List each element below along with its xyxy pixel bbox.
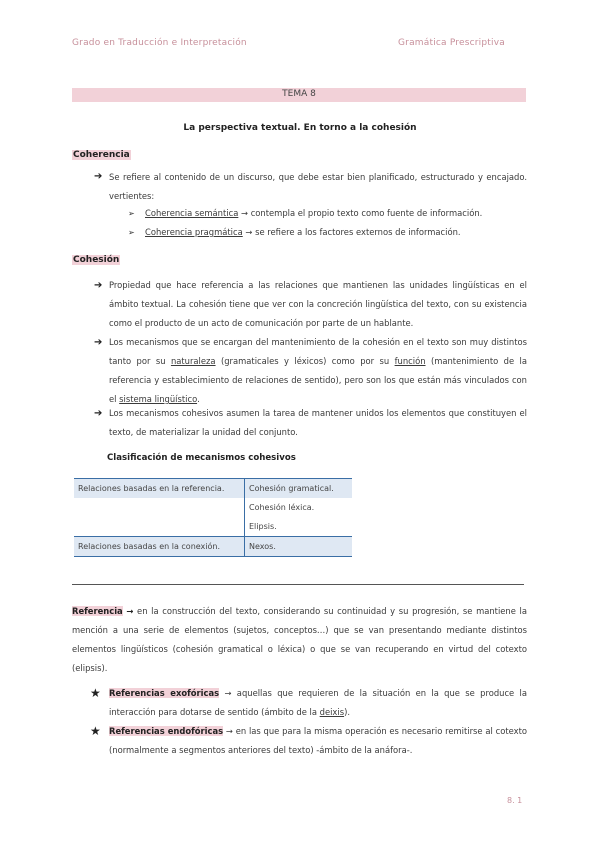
page-number: 8. 1	[507, 796, 523, 805]
exoforicas-paragraph	[109, 684, 527, 722]
topic-band	[72, 88, 526, 102]
referencia-paragraph	[72, 602, 527, 678]
exoforicas-text-b: ).	[344, 707, 351, 717]
section-divider	[72, 584, 524, 585]
bullet-arrow-icon: ➔	[94, 171, 103, 182]
heading-cohesion	[72, 255, 120, 265]
page-title: La perspectiva textual. En torno a la cohesión	[183, 123, 417, 133]
referencia-arrow: →	[126, 606, 134, 616]
table-cell: Cohesión gramatical.	[245, 479, 353, 499]
coherencia-paragraph: Se refiere al contenido de un discurso, que debe estar bien planificado, estructurado y encajado. vertientes:	[109, 172, 527, 201]
referencia-text: en la construcción del texto, considerando su continuidad y su progresión, se mantiene la mención a una serie de elementos (sujetos, conceptos…) que se van presentando mediante distintos elementos lingüísticos (cohesión gramatical o léxica) o que se van recuperando en virtud del cotexto (elipsis).	[72, 606, 527, 673]
star-bullet-icon: ★	[90, 724, 101, 738]
exoforicas-term: Referencias exofóricas	[109, 688, 220, 698]
classification-table	[74, 478, 352, 557]
heading-coherencia	[72, 150, 131, 160]
cohesion-p2-a: Los mecanismos que se encargan del mantenimiento de la cohesión en el texto son muy distintos tanto por su	[109, 337, 527, 366]
table-row	[74, 498, 352, 517]
cohesion-paragraph-3: Los mecanismos cohesivos asumen la tarea de mantener unidos los elementos que constituyen el texto, de materializar la unidad del conjunto.	[109, 408, 527, 437]
endoforicas-text: → en las que para la misma operación es necesario remitirse al cotexto (normalmente a segmentos anteriores del texto) -ámbito de la anáfora-.	[109, 726, 527, 755]
bullet-arrow-icon: ➔	[94, 337, 103, 348]
table-cell: Relaciones basadas en la referencia.	[74, 479, 245, 499]
sistema-linguistico-term: sistema lingüístico	[119, 394, 198, 404]
coherencia-semantica-term: Coherencia semántica	[145, 208, 239, 218]
endoforicas-term: Referencias endofóricas	[109, 726, 224, 736]
header-left: Grado en Traducción e Interpretación	[72, 38, 247, 48]
naturaleza-term: naturaleza	[170, 356, 216, 366]
classification-title: Clasificación de mecanismos cohesivos	[107, 453, 296, 463]
coherencia-pragmatica-term: Coherencia pragmática	[145, 227, 243, 237]
funcion-term: función	[394, 356, 426, 366]
table-cell	[74, 517, 245, 537]
cohesion-p2-d: .	[197, 394, 200, 404]
coherencia-pragmatica-item	[145, 227, 461, 237]
star-bullet-icon: ★	[90, 686, 101, 700]
exoforicas-text-a: → aquellas que requieren de la situación en la que se produce la interacción para dotarse de sentido (ámbito de la	[109, 688, 527, 717]
cohesion-paragraph-1: Propiedad que hace referencia a las relaciones que mantienen las unidades lingüísticas en el ámbito textual. La cohesión tiene que ver con la concreción lingüística del texto, con su existencia como el producto de un acto de comunicación por parte de un hablante.	[109, 280, 527, 328]
sub-bullet-icon: ➢	[128, 209, 135, 218]
cohesion-p2-b: (gramaticales y léxicos) como por su	[215, 356, 395, 366]
deixis-term: deixis	[319, 707, 345, 717]
coherencia-semantica-item	[145, 208, 482, 218]
referencia-term: Referencia	[72, 606, 123, 616]
table-row	[74, 537, 352, 557]
heading-cohesion-text: Cohesión	[73, 255, 120, 265]
endoforicas-paragraph	[109, 722, 527, 760]
coherencia-pragmatica-text: → se refiere a los factores externos de información.	[245, 227, 461, 237]
table-cell: Cohesión léxica.	[245, 498, 353, 517]
coherencia-semantica-text: → contempla el propio texto como fuente de información.	[241, 208, 483, 218]
topic-label: TEMA 8	[282, 89, 316, 99]
table-cell: Relaciones basadas en la conexión.	[74, 537, 245, 557]
table-cell: Elipsis.	[245, 517, 353, 537]
table-cell: Nexos.	[245, 537, 353, 557]
table-row	[74, 517, 352, 537]
table-row	[74, 479, 352, 499]
cohesion-paragraph-2	[109, 333, 527, 409]
table-cell	[74, 498, 245, 517]
header-right: Gramática Prescriptiva	[398, 38, 505, 48]
bullet-arrow-icon: ➔	[94, 408, 103, 419]
heading-coherencia-text: Coherencia	[73, 150, 130, 160]
bullet-arrow-icon: ➔	[94, 280, 103, 291]
cohesion-p2-c: (mantenimiento de la referencia y establecimiento de relaciones de sentido), pero son los que están más vinculados con el	[109, 356, 527, 404]
sub-bullet-icon: ➢	[128, 228, 135, 237]
